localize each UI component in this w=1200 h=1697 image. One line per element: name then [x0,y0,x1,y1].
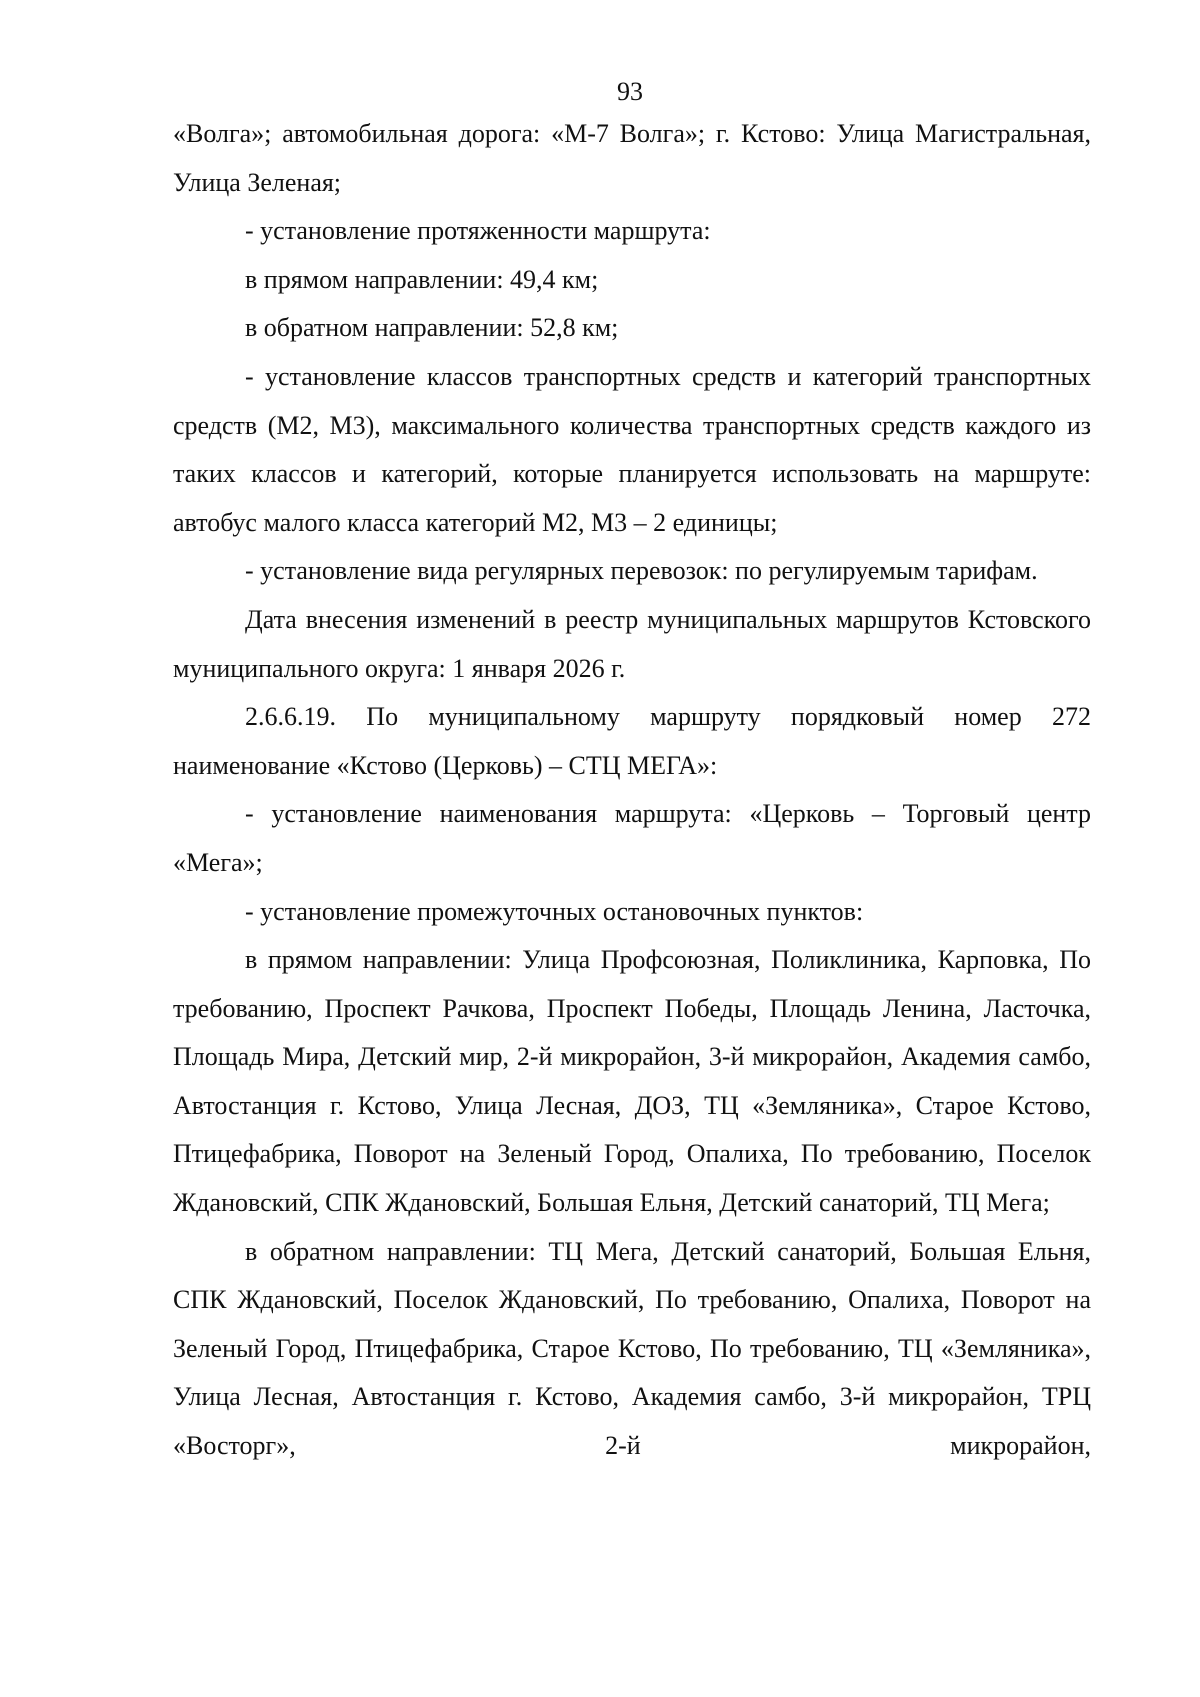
paragraph-length-heading: - установление протяженности маршрута: [245,216,711,246]
paragraph-stops-forward: в прямом направлении: Улица Профсоюзная, Поликлиника, Карповка, По требованию, Проспект Рачкова, Проспект Победы, Площадь Ленина, Ласточка, Площадь Мира, Детский мир, 2-й микрорайон, 3-й микрорайон, Академия самбо, Автостанция г. Кстово, Улица Лесная, ДОЗ, ТЦ «Земляника», Старое Кстово, Птицефабрика, Поворот на Зеленый Город, Опалиха, По требованию, Поселок Ждановский, СПК Ждановский, Большая Ельня, Детский санаторий, ТЦ Мега; [173,945,1091,1218]
paragraph-route-name: - установление наименования маршрута: «Церковь – Торговый центр «Мега»; [173,799,1091,877]
paragraph-route-272-heading: 2.6.6.19. По муниципальному маршруту порядковый номер 272 наименование «Кстово (Церковь) – СТЦ МЕГА»: [173,702,1091,780]
paragraph-stops-heading: - установление промежуточных остановочных пунктов: [245,896,864,926]
paragraph-length-forward: в прямом направлении: 49,4 км; [245,264,599,294]
paragraph-route-end-streets: «Волга»; автомобильная дорога: «М-7 Волга»; г. Кстово: Улица Магистральная, Улица Зеленая; [173,119,1091,197]
paragraph-length-backward: в обратном направлении: 52,8 км; [245,313,619,343]
document-body [173,110,1091,1471]
paragraph-registry-date: Дата внесения изменений в реестр муниципальных маршрутов Кстовского муниципального округа: 1 января 2026 г. [173,604,1091,683]
paragraph-stops-backward: в обратном направлении: ТЦ Мега, Детский санаторий, Большая Ельня, СПК Ждановский, Поселок Ждановский, По требованию, Опалиха, Поворот на Зеленый Город, Птицефабрика, Старое Кстово, По требованию, ТЦ «Земляника», Улица Лесная, Автостанция г. Кстово, Академия самбо, 3-й микрорайон, ТРЦ «Восторг», 2-й микрорайон, [173,1236,1091,1461]
paragraph-transport-type: - установление вида регулярных перевозок: по регулируемым тарифам. [245,556,1038,586]
page-number: 93 [617,77,643,106]
paragraph-vehicle-classes: - установление классов транспортных средств и категорий транспортных средств (М2, М3), максимального количества транспортных средств каждого из таких классов и категорий, которые планируется использовать на маршруте: автобус малого класса категорий М2, М3 – 2 единицы; [173,361,1091,537]
